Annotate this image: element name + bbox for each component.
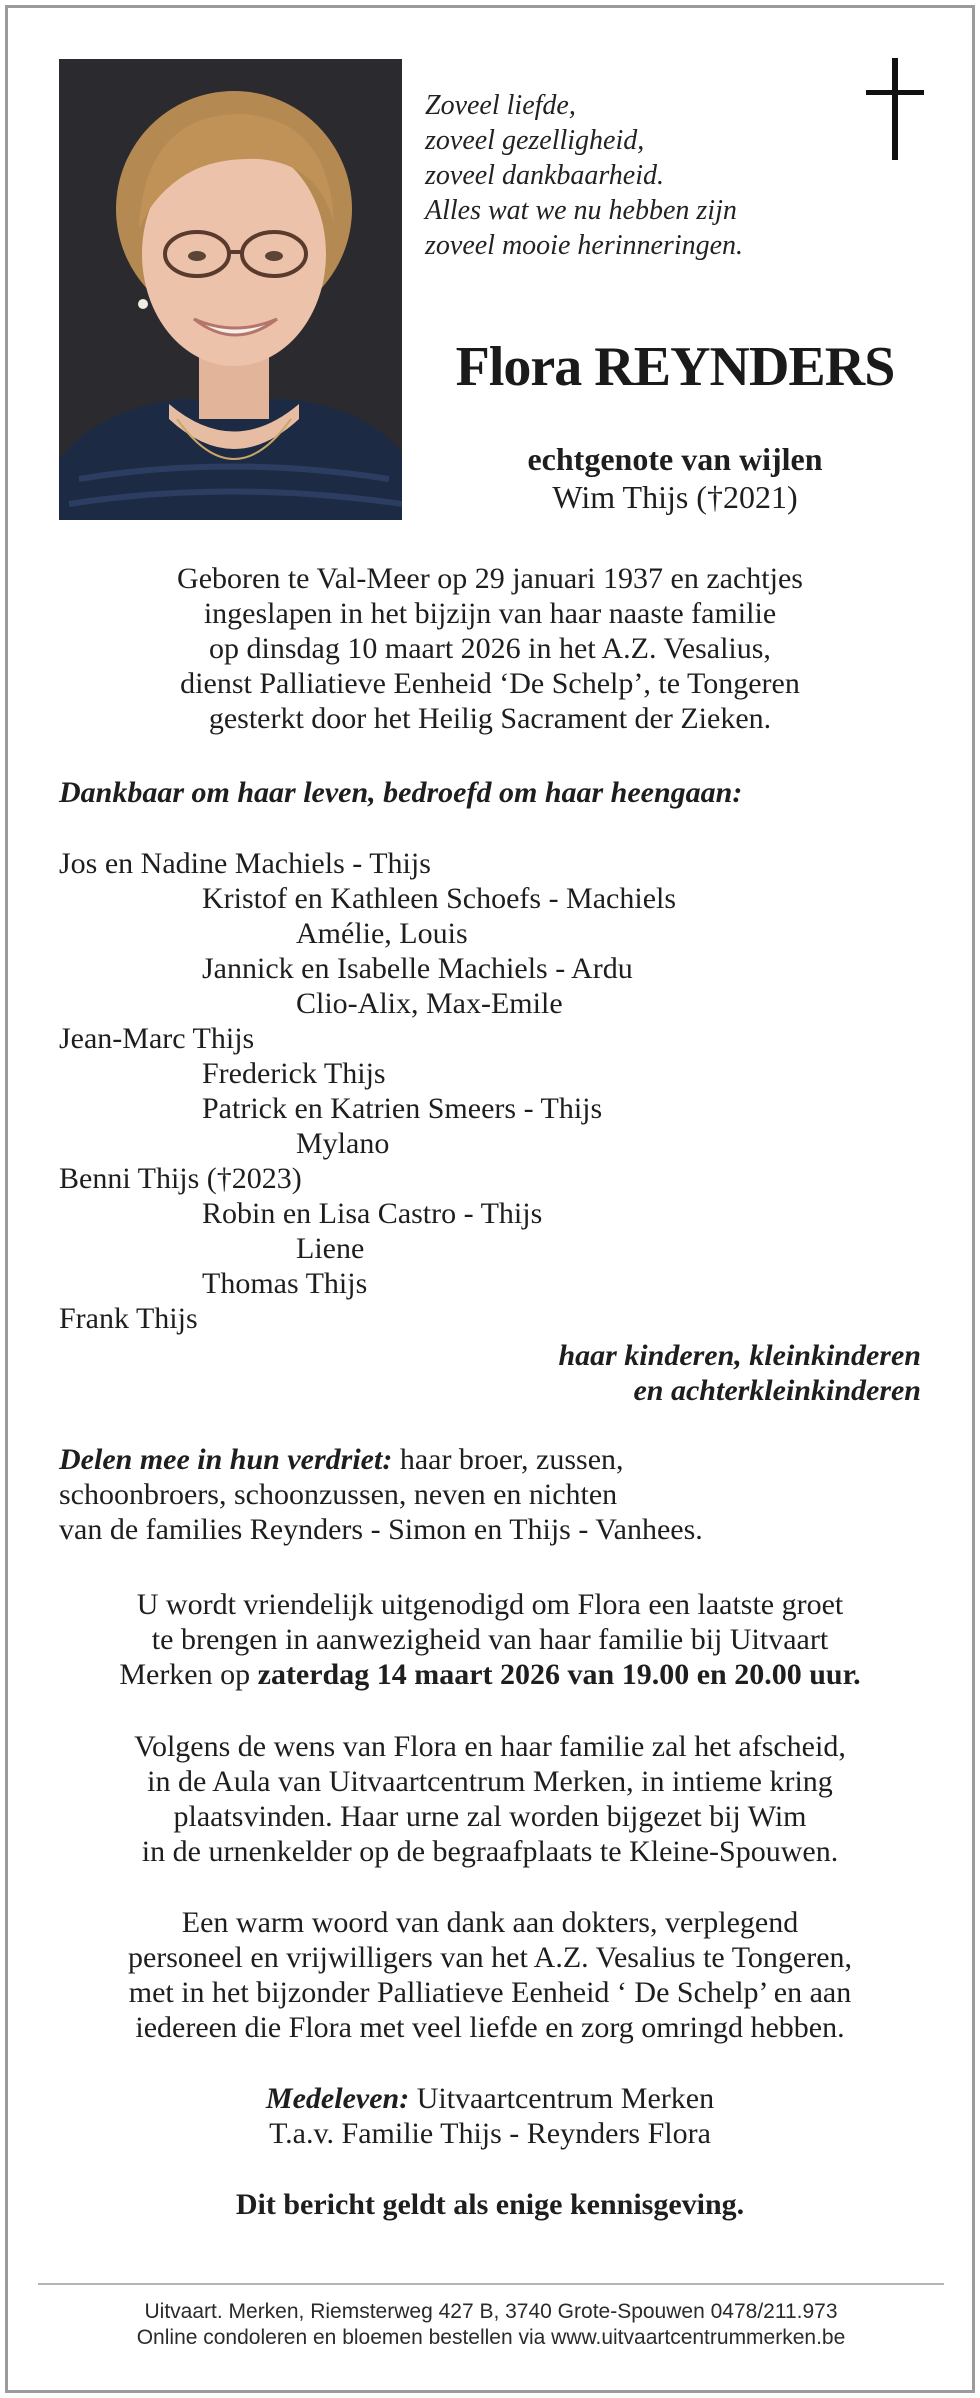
- grateful-text: Dankbaar om haar leven, bedroefd om haar heengaan:: [59, 776, 743, 809]
- poem-line: Alles wat we nu hebben zijn: [425, 195, 737, 226]
- invite-line: U wordt vriendelijk uitgenodigd om Flora een laatste groet: [136, 1588, 844, 1621]
- family-member: Mylano: [296, 1127, 390, 1160]
- thanks-line: met in het bijzonder Palliatieve Eenheid ‘ De Schelp’ en aan: [128, 1976, 852, 2009]
- poem: [425, 88, 743, 263]
- farewell-line: Volgens de wens van Flora en haar familie zal het afscheid,: [134, 1730, 846, 1763]
- invite-line: te brengen in aanwezigheid van haar familie bij Uitvaart: [151, 1623, 829, 1656]
- family-member: Jos en Nadine Machiels - Thijs: [59, 847, 431, 880]
- portrait-photo: [59, 59, 402, 520]
- farewell-line: in de urnenkelder op de begraafplaats te Kleine-Spouwen.: [141, 1835, 839, 1868]
- spouse-info: [410, 440, 940, 516]
- family-list: [59, 846, 921, 1336]
- share-text: haar broer, zussen,: [392, 1443, 624, 1476]
- family-member: Thomas Thijs: [202, 1267, 368, 1300]
- family-member: Kristof en Kathleen Schoefs - Machiels: [202, 882, 677, 915]
- thanks-line: personeel en vrijwilligers van het A.Z. Vesalius te Tongeren,: [127, 1941, 853, 1974]
- thanks-line: iedereen die Flora met veel liefde en zorg omringd hebben.: [135, 2011, 845, 2044]
- poem-line: zoveel gezelligheid,: [425, 125, 645, 156]
- birth-line: dienst Palliatieve Eenheid ‘De Schelp’, te Tongeren: [180, 667, 800, 700]
- share-paragraph: [59, 1442, 921, 1547]
- family-member: Frank Thijs: [59, 1302, 198, 1335]
- farewell-line: plaatsvinden. Haar urne zal worden bijgezet bij Wim: [173, 1800, 807, 1833]
- family-member: Clio-Alix, Max-Emile: [296, 987, 563, 1020]
- caption-line: en achterkleinkinderen: [633, 1374, 921, 1407]
- family-member: Jean-Marc Thijs: [59, 1022, 255, 1055]
- visitation-time: zaterdag 14 maart 2026 van 19.00 en 20.00 uur.: [257, 1658, 861, 1691]
- invitation-paragraph: [59, 1587, 921, 1692]
- thanks-paragraph: [59, 1905, 921, 2045]
- invite-line: Merken op: [119, 1658, 258, 1691]
- share-label: Delen mee in hun verdriet:: [59, 1443, 393, 1476]
- spouse-line: Wim Thijs (†2021): [552, 479, 798, 515]
- condolence-text: Uitvaartcentrum Merken: [409, 2082, 715, 2115]
- caption-line: haar kinderen, kleinkinderen: [558, 1339, 921, 1372]
- farewell-paragraph: [59, 1729, 921, 1869]
- share-line: schoonbroers, schoonzussen, neven en nichten: [59, 1478, 618, 1511]
- family-member: Benni Thijs (†2023): [59, 1162, 302, 1195]
- family-member: Amélie, Louis: [296, 917, 468, 950]
- notice-text: Dit bericht geldt als enige kennisgeving.: [235, 2188, 745, 2221]
- family-member: Robin en Lisa Castro - Thijs: [202, 1197, 543, 1230]
- share-line: van de families Reynders - Simon en Thijs - Vanhees.: [59, 1513, 703, 1546]
- grateful-heading: [59, 775, 921, 810]
- birth-paragraph: [59, 561, 921, 736]
- family-member: Frederick Thijs: [202, 1057, 386, 1090]
- footer-address: Uitvaart. Merken, Riemsterweg 427 B, 3740 Grote-Spouwen 0478/211.973: [144, 2300, 838, 2323]
- spouse-line: echtgenote van wijlen: [527, 441, 823, 477]
- birth-line: gesterkt door het Heilig Sacrament der Zieken.: [208, 702, 772, 735]
- thanks-line: Een warm woord van dank aan dokters, verplegend: [181, 1906, 799, 1939]
- family-member: Liene: [296, 1232, 365, 1265]
- footer-website: Online condoleren en bloemen bestellen via www.uitvaartcentrummerken.be: [136, 2326, 846, 2349]
- condolence-label: Medeleven:: [265, 2082, 410, 2115]
- cross-icon: [866, 58, 924, 160]
- notice: [59, 2187, 921, 2222]
- footer: [38, 2299, 944, 2351]
- family-member: Patrick en Katrien Smeers - Thijs: [202, 1092, 603, 1125]
- birth-line: op dinsdag 10 maart 2026 in het A.Z. Vesalius,: [209, 632, 771, 665]
- poem-line: zoveel mooie herinneringen.: [425, 230, 744, 261]
- farewell-line: in de Aula van Uitvaartcentrum Merken, in intieme kring: [147, 1765, 833, 1798]
- footer-divider: [38, 2283, 944, 2285]
- birth-line: ingeslapen in het bijzijn van haar naaste familie: [203, 597, 777, 630]
- family-caption: [59, 1338, 921, 1408]
- deceased-name: Flora REYNDERS: [455, 336, 895, 398]
- condolence-paragraph: [59, 2081, 921, 2151]
- birth-line: Geboren te Val-Meer op 29 januari 1937 en zachtjes: [177, 562, 803, 595]
- family-member: Jannick en Isabelle Machiels - Ardu: [202, 952, 633, 985]
- poem-line: Zoveel liefde,: [425, 90, 576, 121]
- condolence-line: T.a.v. Familie Thijs - Reynders Flora: [269, 2117, 711, 2150]
- poem-line: zoveel dankbaarheid.: [425, 160, 664, 191]
